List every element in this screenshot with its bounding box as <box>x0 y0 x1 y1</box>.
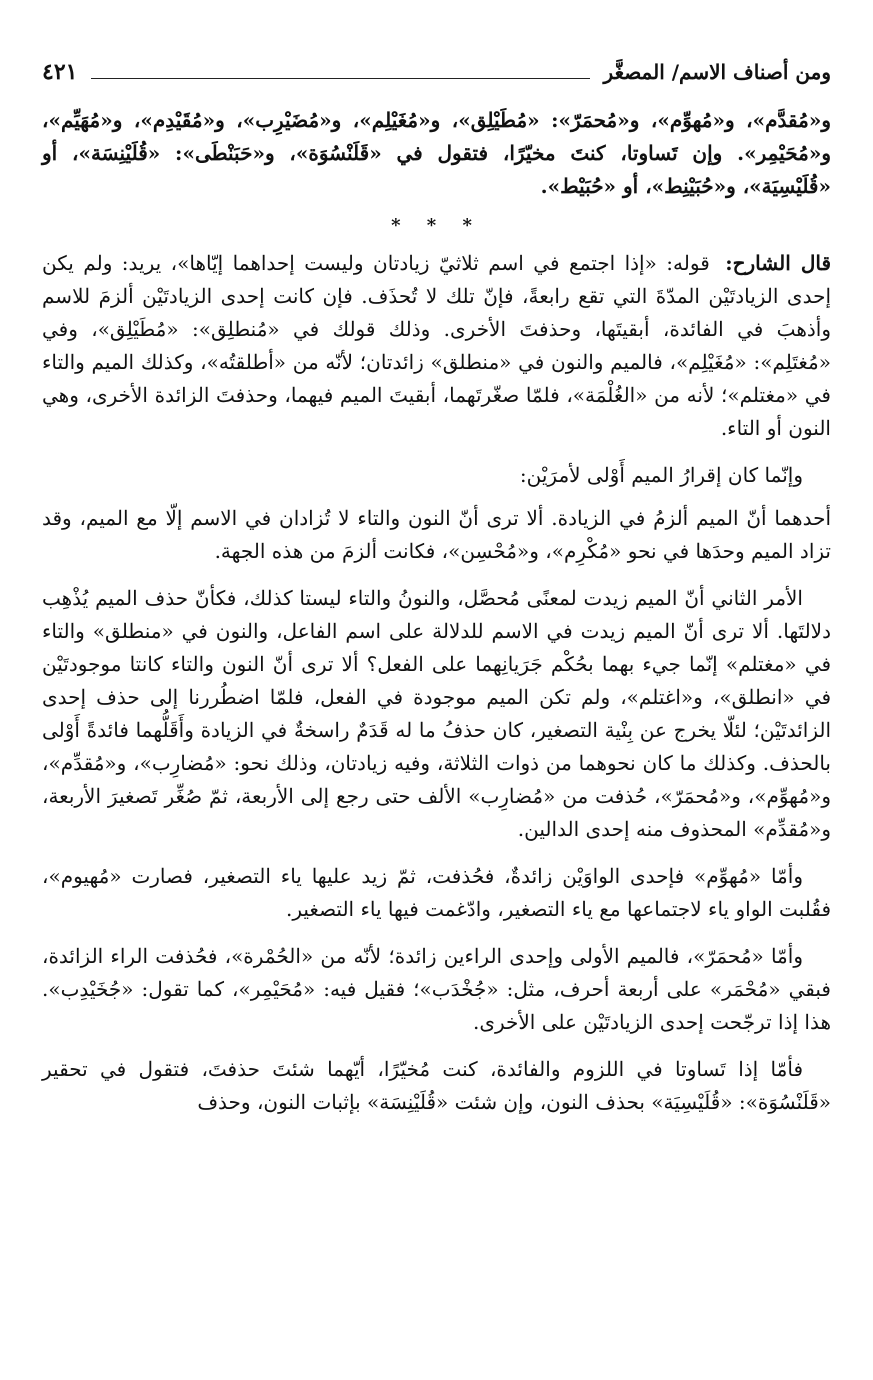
second-reason-paragraph: الأمر الثاني أنّ الميم زيدت لمعنًى مُحصَّل، والنونُ والتاء ليستا كذلك، فكأنّ حذف الميم يُذْهِب دلالتَها. ألا ترى أنّ الميم زيدت في الاسم للدلالة على اسم الفاعل، والنون في «منطلق» والتاء في «مغتلم» إنّما جيء بهما بحُكْم جَرَيانِهما على الفعل؟ ألا ترى أنّ النون والتاء كانتا موجودتَيْن في «انطلق»، و«اغتلم»، ولم تكن الميم موجودة في الفعل، فلمّا اضطُررنا إلى حذف إحدى الزائدتَيْن؛ لئلّا يخرج عن بِنْية التصغير، كان حذفُ ما له قَدَمٌ راسخةٌ في الزيادة وأَقَلُّهما فائدةً أَوْلى بالحذف. وكذلك ما كان نحوهما من ذوات الثلاثة، وفيه زيادتان، وذلك نحو: «مُضارِب»، و«مُقدِّم»، و«مُهوِّم»، و«مُحمَرّ»، حُذفت من «مُضارِب» الألف حتى رجع إلى الأربعة، ثمّ صُغِّر تَصغيرَ الأربعة، و«مُقدِّم» المحذوف منه إحدى الدالين. <box>42 586 832 841</box>
page <box>42 54 831 1352</box>
section-separator: * * * <box>391 215 482 236</box>
header-title: ومن أصناف الاسم/ المصغَّر <box>603 60 831 84</box>
reason-intro-paragraph: وإنّما كان إقرارُ الميم أَوْلى لأمرَيْن: <box>519 463 803 487</box>
muhmarr-paragraph: وأمّا «مُحمَرّ»، فالميم الأولى وإحدى الراءين زائدة؛ لأنّه من «الحُمْرة»، فحُذفت الراء الزائدة، فبقي «مُحْمَر» على أربعة أحرف، مثل: «جُخْدَب»؛ فقيل فيه: «مُحَيْمِر»، كما تقول: «جُخَيْدِب». هذا إذا ترجّحت إحدى الزيادتَيْن على الأخرى. <box>42 944 831 1034</box>
page-number: ٤٢١ <box>42 59 78 85</box>
equal-additions-paragraph: فأمّا إذا تَساوتا في اللزوم والفائدة، كنت مُخيّرًا، أيّهما شئتَ حذفتَ، فتقول في تحقير «قَلَنْسُوَة»: «قُلَيْسِيَة» بحذف النون، وإن شئت «قُلَيْنِسَة» بإثبات النون، وحذف <box>42 1057 831 1114</box>
running-head <box>42 54 831 90</box>
muhawwim-paragraph: وأمّا «مُهوِّم» فإحدى الواوَيْن زائدةٌ، فحُذفت، ثمّ زيد عليها ياء التصغير، فصارت «مُهيوم»، فقُلبت الواو ياء لاجتماعها مع ياء التصغير، وادّغمت فيها ياء التصغير. <box>42 864 831 921</box>
paragraph-text: قوله: «إذا اجتمع في اسم ثلاثيّ زيادتان وليست إحداهما إيّاها»، يريد: ولم يكن إحدى الزيادتَيْن المدّةَ التي تقع رابعةً، فإنّ تلك لا تُحذَف. فإن كانت إحدى الزيادتَيْن ألزمَ للاسم وأذهبَ في الفائدة، أبقيتَها، وحذفتَ الأخرى. وذلك قولك في «مُنطلِق»: «مُطَيْلِق»، وفي «مُغتَلِم»: «مُغَيْلِم»، فالميم والنون في «منطلق» زائدتان؛ لأنّه من «أطلقتُه»، وكذلك الميم والتاء في «مغتلم»؛ لأنه من «الغُلْمَة»، فلمّا صغّرتَهما، أبقيتَ الميم فيهما، وحذفتَ الزائدة الأخرى، وهي النون أو التاء. <box>42 251 831 440</box>
commentary-paragraph <box>42 247 831 445</box>
first-reason-paragraph: أحدهما أنّ الميم ألزمُ في الزيادة. ألا ترى أنّ النون والتاء لا تُزادان في الاسم إلّا مع الميم، وقد تزاد الميم وحدَها في نحو «مُكْرِم»، و«مُحْسِن»، فكانت ألزمَ من هذه الجهة. <box>42 506 832 563</box>
quoted-excerpt: و«مُقدَّم»، و«مُهوِّم»، و«مُحمَرّ»: «مُطَيْلِق»، و«مُغَيْلِم»، و«مُضَيْرِب»، و«مُقَيْدِم»، و«مُهَيِّم»، و«مُحَيْمِر». وإن تَساوتا، كنتَ مخيّرًا، فتقول في «قَلَنْسُوَة»، و«حَبَنْطَى»: «قُلَيْنِسَة»، أو «قُلَيْسِيَة»، و«حُبَيْنِط»، أو «حُبَيْط». <box>42 108 831 198</box>
header-rule <box>91 78 589 79</box>
commentator-label: قال الشارح: <box>725 251 831 275</box>
